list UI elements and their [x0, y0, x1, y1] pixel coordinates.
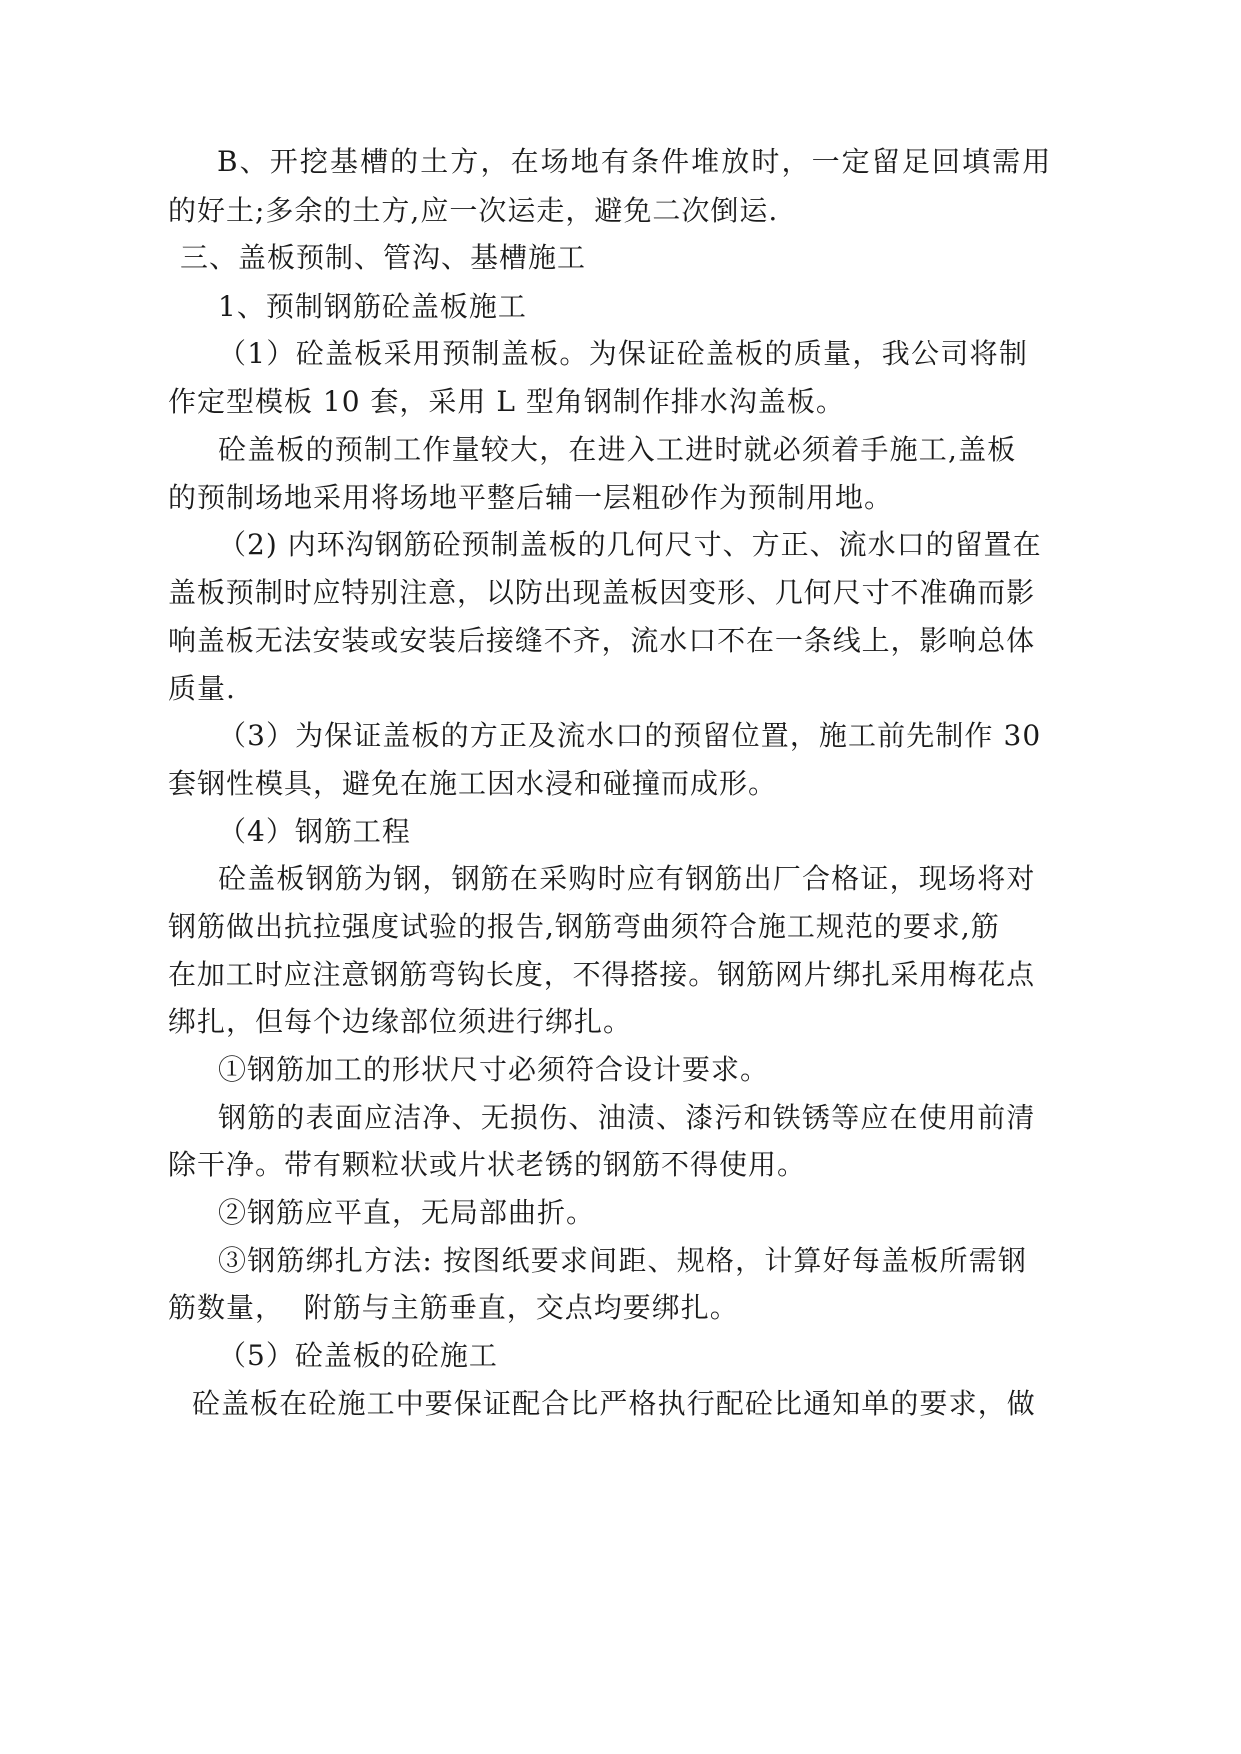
subsection-heading: 1、预制钢筋砼盖板施工 [218, 290, 527, 323]
text-line: （3）为保证盖板的方正及流水口的预留位置，施工前先制作 30 [218, 719, 1042, 752]
text-line: 的预制场地采用将场地平整后辅一层粗砂作为预制用地。 [168, 481, 894, 514]
text-line: 盖板预制时应特别注意，以防出现盖板因变形、几何尺寸不准确而影 [168, 576, 1036, 609]
text-line: 钢筋的表面应洁净、无损伤、油渍、漆污和铁锈等应在使用前清 [218, 1101, 1036, 1134]
text-line: 砼盖板在砼施工中要保证配合比严格执行配砼比通知单的要求，做 [192, 1387, 1036, 1420]
text-line: ②钢筋应平直，无局部曲折。 [218, 1196, 596, 1229]
text-line: 钢筋做出抗拉强度试验的报告,钢筋弯曲须符合施工规范的要求,筋 [168, 910, 1000, 943]
text-line: 砼盖板钢筋为钢，钢筋在采购时应有钢筋出厂合格证，现场将对 [218, 862, 1036, 895]
text-line: 除干净。带有颗粒状或片状老锈的钢筋不得使用。 [168, 1148, 807, 1181]
text-line: （1）砼盖板采用预制盖板。为保证砼盖板的质量，我公司将制 [218, 337, 1029, 370]
text-line: 砼盖板的预制工作量较大，在进入工进时就必须着手施工,盖板 [218, 433, 1017, 466]
text-line: （2) 内环沟钢筋砼预制盖板的几何尺寸、方正、流水口的留置在 [218, 528, 1042, 561]
text-line: 绑扎，但每个边缘部位须进行绑扎。 [168, 1005, 633, 1038]
subsection-heading: （4）钢筋工程 [218, 815, 411, 848]
text-line: 质量. [168, 672, 236, 705]
text-line: B、开挖基槽的土方，在场地有条件堆放时，一定留足回填需用 [217, 145, 1053, 178]
text-line: 作定型模板 10 套，采用 L 型角钢制作排水沟盖板。 [168, 385, 845, 418]
subsection-heading: （5）砼盖板的砼施工 [218, 1339, 498, 1372]
text-line: 筋数量， 附筋与主筋垂直，交点均要绑扎。 [168, 1291, 739, 1324]
text-line: 套钢性模具，避免在施工因水浸和碰撞而成形。 [168, 767, 778, 800]
text-line: 的好土;多余的土方,应一次运走，避免二次倒运. [168, 194, 779, 227]
text-line: 响盖板无法安装或安装后接缝不齐，流水口不在一条线上，影响总体 [168, 624, 1036, 657]
text-line: 在加工时应注意钢筋弯钩长度，不得搭接。钢筋网片绑扎采用梅花点 [168, 958, 1036, 991]
text-line: ③钢筋绑扎方法: 按图纸要求间距、规格，计算好每盖板所需钢 [218, 1244, 1028, 1277]
text-line: ①钢筋加工的形状尺寸必须符合设计要求。 [218, 1053, 770, 1086]
section-heading: 三、盖板预制、管沟、基槽施工 [180, 241, 587, 274]
